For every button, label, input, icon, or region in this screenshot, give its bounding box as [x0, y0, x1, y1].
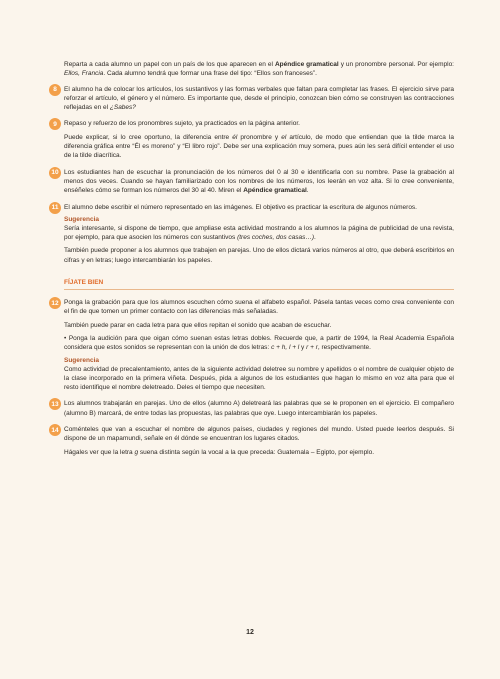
- activity-12-text: • Ponga la audición para que oigan cómo suenan estas letras dobles. Recuerde que, a partir de 1994, la Real Academia Española considera que estos sonidos se representan con la unión de dos letras:: [64, 334, 454, 352]
- fijate-bien-section: [64, 279, 454, 290]
- intro-text: Reparta a cada alumno un papel con un país de los que aparecen en el: [64, 61, 275, 68]
- activity-number-badge: 11: [49, 202, 61, 214]
- intro-text: y un pronombre personal. Por ejemplo:: [338, 61, 454, 68]
- activity-9-text: Puede explicar, si lo cree oportuno, la diferencia entre: [64, 133, 233, 141]
- appendix-reference: Apéndice gramatical: [243, 187, 307, 195]
- activity-11-paragraph-2: También puede proponer a los alumnos que trabajen en parejas. Uno de ellos dictará varios números al otro, que deberá escribirlos en cifras y en letras; luego intercambiarán los papeles.: [64, 247, 454, 264]
- activity-8-text: El alumno ha de colocar los artículos, los sustantivos y las formas verbales que faltan para completar las frases. El ejercicio sirve para reforzar el artículo, el género y el número. Es importante que, desde el principio, conozcan bien cómo se construyen las contracciones reflejadas en el: [64, 85, 454, 112]
- activity-10: [51, 168, 454, 196]
- activity-10-text: Los estudiantes han de escuchar la pronunciación de los números del 0 al 30 e identificarla con su nombre. Pase la grabación al menos dos veces. Cuando se hayan familiarizado con los nombres de los números, los leerán en voz alta. Si lo cree conveniente, enséñeles cómo se forman los números del 30 al 40. Miren el: [64, 168, 454, 195]
- activity-8: [53, 85, 454, 113]
- activity-12: [51, 298, 454, 392]
- intro-paragraph: [64, 60, 454, 79]
- activity-number-badge: 10: [49, 167, 61, 179]
- italic-letters: c + h, l + l: [271, 344, 300, 352]
- activity-number-badge: 14: [49, 424, 61, 436]
- activity-12-text: , respectivamente.: [317, 344, 371, 352]
- activity-14: [51, 425, 454, 457]
- intro-text: . Cada alumno tendrá que formar una frase del tipo: “Ellos son franceses”.: [103, 70, 317, 78]
- activity-11-line: El alumno debe escribir el número representado en las imágenes. El objetivo es practicar la escritura de algunos números.: [64, 203, 417, 211]
- italic-letters: r + r: [306, 344, 318, 352]
- activity-12-paragraph-1: Ponga la grabación para que los alumnos escuchen cómo suena el alfabeto español. Pásela tantas veces como crea conveniente con el fin de que tomen un primer contacto con las diferencias más señaladas.: [64, 299, 454, 316]
- activity-13: [51, 399, 454, 418]
- activity-9-paragraph: [64, 133, 454, 161]
- italic-example: (tres coches, dos casas…): [237, 234, 315, 242]
- activity-14-paragraph-1: Coménteles que van a escuchar el nombre de algunos países, ciudades y regiones del mundo. Usted puede leerlos después. Si dispone de un mapamundi, señale en él dónde se encuentran los lugares citados.: [64, 426, 454, 443]
- activity-12-text: y: [299, 344, 307, 352]
- appendix-reference: Apéndice gramatical: [274, 61, 339, 68]
- activity-number-badge: 12: [49, 297, 61, 309]
- activity-10-text: .: [306, 187, 309, 195]
- activity-14-text: suena distinta según la vocal a la que preceda: Guatemala – Egipto, por ejemplo.: [138, 448, 375, 456]
- activity-12-paragraph-2: También puede parar en cada letra para que ellos repitan el sonido que acaban de escuchar.: [64, 321, 332, 329]
- activity-14-paragraph-2: [64, 448, 454, 457]
- activity-12-paragraph-4: Como actividad de precalentamiento, antes de la siguiente actividad deletree su nombre y apellidos o el nombre de cualquier objeto de la clase incorporado en la primera viñeta. Después, pida a algunos de los estudiantes que hagan lo mismo en voz alta para que el resto identifique el nombre deletreado. Deles el tiempo que necesiten.: [64, 365, 454, 392]
- activity-8-paragraph: [64, 85, 454, 113]
- activity-9-text: artículo, de modo que entiendan que la tilde marca la diferencia gráfica entre “Él es moreno” y “El libro rojo”. Debe ser una explicación muy somera, pues aún les será difícil entender el uso de la tilde diacrítica.: [64, 133, 454, 160]
- activity-12-paragraph-3: [64, 334, 454, 353]
- page-number: 12: [246, 629, 254, 636]
- section-title: FÍJATE BIEN: [64, 279, 454, 290]
- activity-13-paragraph: Los alumnos trabajarán en parejas. Uno de ellos (alumno A) deletreará las palabras que se le proponen en el ejercicio. El compañero (alumno B) marcará, de entre todas las propuestas, las palabras que oye. Luego intercambiarán los papeles.: [64, 400, 454, 417]
- suggestion-text: .: [314, 234, 316, 242]
- activity-9-text: pronombre y: [237, 133, 282, 141]
- content-column: [51, 60, 454, 464]
- activity-14-text: Hágales ver que la letra: [64, 448, 135, 456]
- activity-number-badge: 13: [49, 398, 61, 410]
- suggestion-text: Sería interesante, si dispone de tiempo, que ampliase esta actividad mostrando a los alumnos la página de publicidad de una revista, por ejemplo, para que asocien los números con sustantivos: [64, 224, 454, 242]
- suggestion-paragraph: [64, 224, 454, 243]
- example-text: Ellos, Francia: [64, 70, 104, 78]
- suggestion-heading: Sugerencia: [64, 356, 100, 364]
- activity-10-paragraph: [64, 168, 454, 196]
- activity-number-badge: 8: [49, 84, 61, 96]
- activity-9: [53, 119, 454, 160]
- italic-word: el: [281, 133, 287, 141]
- italic-word: él: [232, 133, 238, 141]
- activity-number-badge: 9: [49, 118, 61, 130]
- activity-11: [51, 203, 454, 265]
- activity-9-line: Repaso y refuerzo de los pronombres sujeto, ya practicados en la página anterior.: [64, 120, 300, 128]
- suggestion-heading: Sugerencia: [64, 215, 100, 223]
- italic-letter: g: [134, 448, 139, 456]
- sabes-reference: ¿Sabes?: [109, 104, 136, 112]
